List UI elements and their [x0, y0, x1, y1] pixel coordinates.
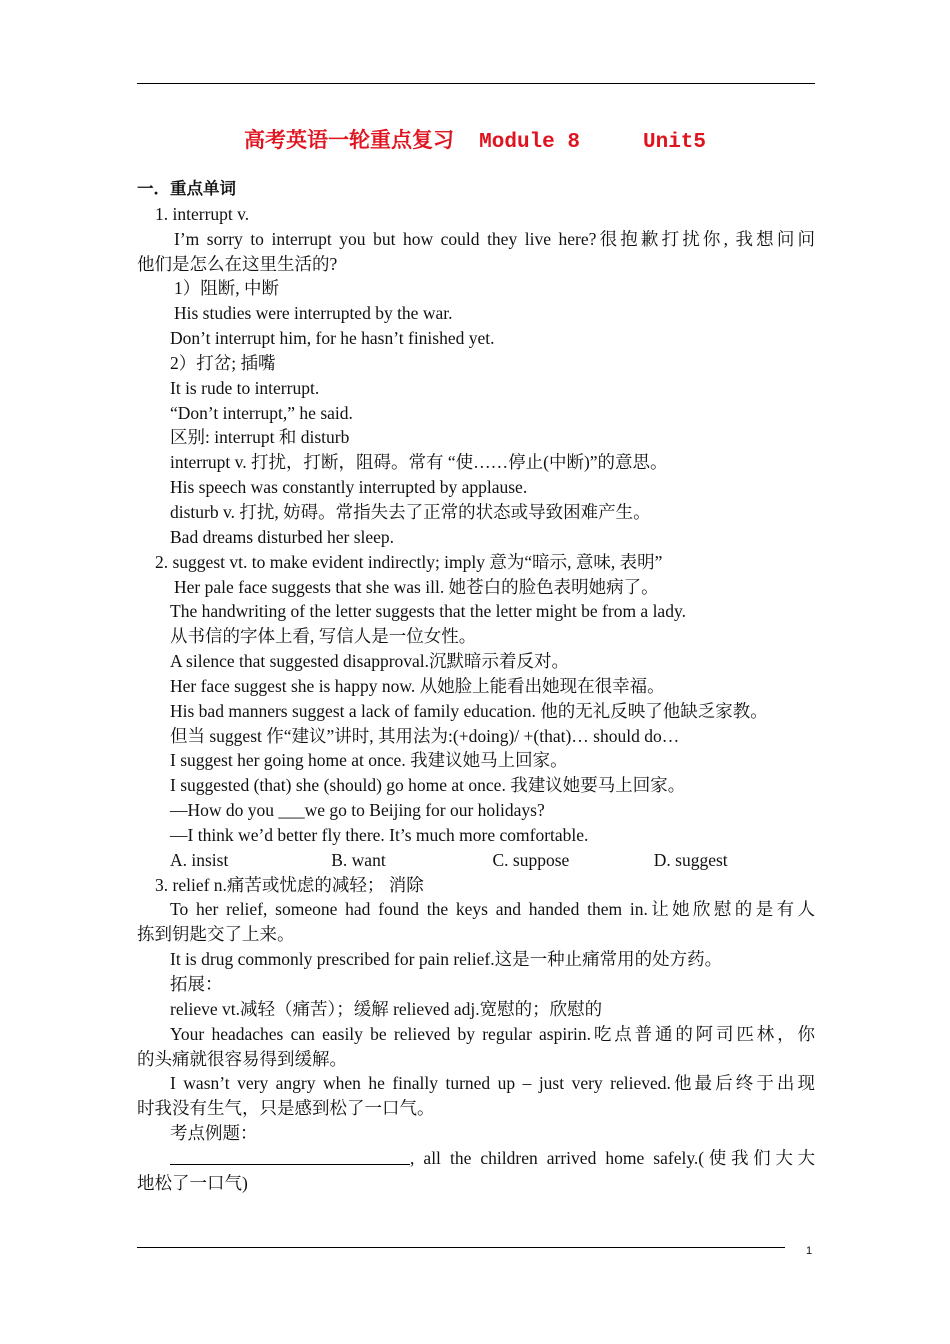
example-line: A silence that suggested disapproval.沉默暗示着反对。	[170, 651, 570, 672]
exam-example-label: 考点例题：	[170, 1123, 258, 1144]
example-line: It is rude to interrupt.	[170, 377, 320, 398]
option-d: D. suggest	[653, 849, 728, 870]
sense-label: 1）阻断, 中断	[174, 278, 279, 299]
example-line: Her face suggest she is happy now. 从她脸上能看出她现在很幸福。	[170, 675, 665, 696]
example-line: His bad manners suggest a lack of family education. 他的无礼反映了他缺乏家教。	[170, 700, 768, 721]
example-line: It is drug commonly prescribed for pain relief.这是一种止痛常用的处方药。	[170, 949, 723, 970]
option-b: B. want	[331, 849, 386, 870]
fill-blank-text: 地松了一口气)	[137, 1172, 248, 1193]
exercise-question: —How do you ___we go to Beijing for our holidays?	[170, 800, 545, 821]
definition-line: disturb v. 打扰, 妨碍。常指失去了正常的状态或导致困难产生。	[170, 501, 651, 522]
example-line: 他们是怎么在这里生活的?	[137, 253, 338, 274]
document-title: 高考英语一轮重点复习 Module 8 Unit5	[243, 131, 707, 154]
exercise-options	[137, 848, 815, 873]
example-line: The handwriting of the letter suggests that the letter might be from a lady.	[170, 601, 686, 622]
example-line: I’m sorry to interrupt you but how could they live here?很抱歉打扰你, 我想问问	[174, 228, 815, 249]
definition-line: interrupt v. 打扰，打断，阻碍。常有 “使……停止(中断)”的意思。	[170, 452, 668, 473]
sense-label: 2）打岔; 插嘴	[170, 352, 276, 373]
option-a: A. insist	[170, 849, 229, 870]
vocab-item-interrupt: 1. interrupt v.	[155, 203, 250, 224]
document-body	[137, 177, 815, 1196]
example-line: 从书信的字体上看, 写信人是一位女性。	[170, 626, 477, 647]
extension-label: 拓展：	[170, 974, 223, 994]
example-line: Don’t interrupt him, for he hasn’t finished yet.	[170, 328, 495, 349]
page-number: 1	[806, 1245, 813, 1257]
fill-blank-line	[137, 1146, 815, 1171]
header-rule	[137, 83, 815, 84]
example-line: His speech was constantly interrupted by applause.	[170, 477, 528, 498]
definition-line: relieve vt.减轻（痛苦）；缓解 relieved adj.宽慰的；欣慰的	[170, 998, 603, 1019]
option-c: C. suppose	[492, 849, 570, 870]
example-line: I suggest her going home at once. 我建议她马上回家。	[170, 750, 568, 771]
example-line: Bad dreams disturbed her sleep.	[170, 526, 395, 547]
vocab-item-relief: 3. relief n.痛苦或忧虑的减轻； 消除	[155, 874, 424, 895]
vocab-item-suggest: 2. suggest vt. to make evident indirectly; imply 意为“暗示, 意味, 表明”	[155, 551, 663, 572]
example-line: Your headaches can easily be relieved by regular aspirin.吃点普通的阿司匹林，你	[170, 1023, 815, 1044]
fill-blank-text: , all the children arrived home safely.(使我们大大	[410, 1147, 815, 1168]
footer-rule	[137, 1247, 785, 1248]
exercise-question: —I think we’d better fly there. It’s much more comfortable.	[170, 824, 589, 845]
example-line: 拣到钥匙交了上来。	[137, 924, 295, 945]
answer-blank[interactable]	[170, 1146, 410, 1165]
example-line: I suggested (that) she (should) go home at once. 我建议她要马上回家。	[170, 775, 686, 796]
example-line: To her relief, someone had found the keys and handed them in.让她欣慰的是有人	[170, 899, 815, 920]
usage-note: 但当 suggest 作“建议”讲时, 其用法为:(+doing)/ +(that)… should do…	[170, 725, 680, 746]
example-line: 的头痛就很容易得到缓解。	[137, 1048, 347, 1069]
example-line: 时我没有生气，只是感到松了一口气。	[137, 1098, 435, 1119]
section-heading: 一．重点单词	[137, 179, 236, 198]
example-line: I wasn’t very angry when he finally turned up – just very relieved.他最后终于出现	[170, 1073, 815, 1094]
example-line: His studies were interrupted by the war.	[174, 303, 453, 324]
example-line: Her pale face suggests that she was ill. 她苍白的脸色表明她病了。	[174, 576, 659, 597]
comparison-label: 区别: interrupt 和 disturb	[170, 427, 350, 448]
example-line: “Don’t interrupt,” he said.	[170, 402, 353, 423]
